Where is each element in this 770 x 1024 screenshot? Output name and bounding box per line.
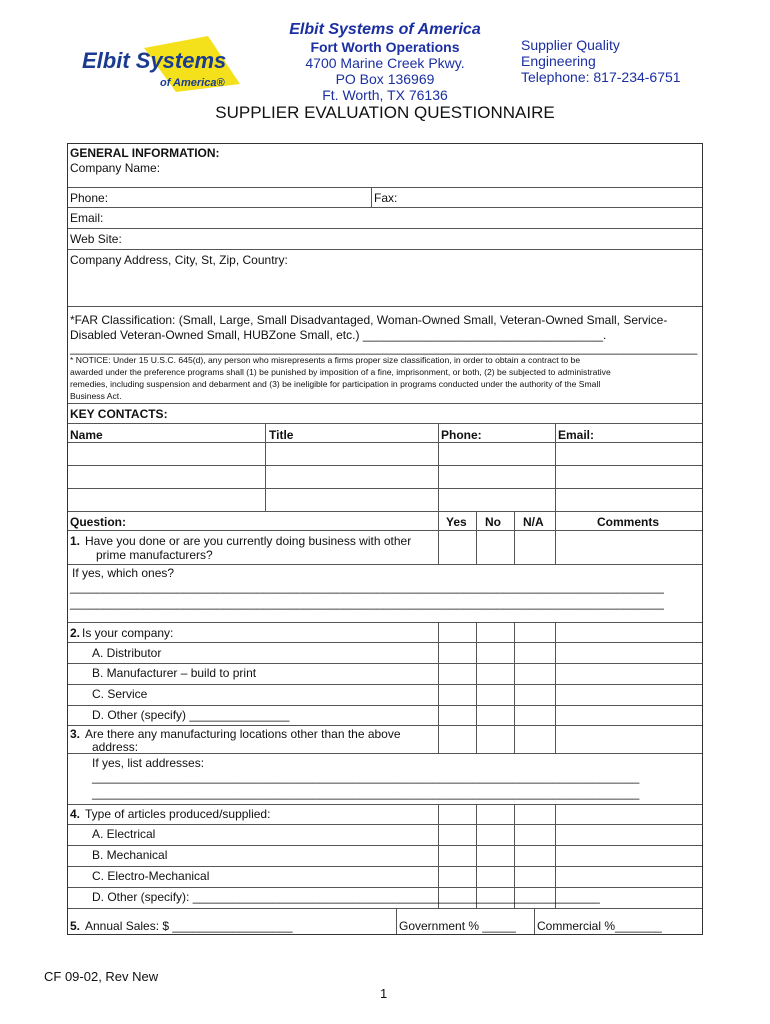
q5-government-percent[interactable]: Government % _____ (399, 919, 516, 933)
q3-answer-line-2[interactable]: __________________________________________________________________________________ (92, 786, 640, 800)
divider (68, 725, 702, 726)
divider (438, 622, 439, 728)
divider (555, 423, 556, 511)
divider (555, 511, 556, 564)
dept-line-1: Supplier Quality (521, 37, 620, 53)
divider (68, 228, 702, 229)
q5-commercial-percent[interactable]: Commercial %_______ (537, 919, 662, 933)
divider (68, 530, 702, 531)
logo-graphic (80, 34, 240, 92)
divider (396, 908, 397, 934)
divider (68, 564, 702, 565)
q2-option-a: A. Distributor (92, 646, 162, 660)
q5-annual-sales[interactable]: Annual Sales: $ __________________ (85, 919, 293, 933)
divider (476, 725, 477, 753)
questions-col-question: Question: (70, 515, 126, 529)
q1-text-line-2: prime manufacturers? (96, 548, 213, 562)
divider (68, 753, 702, 754)
divider (476, 511, 477, 564)
divider (68, 824, 702, 825)
company-name: Elbit Systems of America (289, 21, 481, 38)
divider (68, 684, 702, 685)
divider (514, 511, 515, 564)
divider (68, 663, 702, 664)
logo-sub-text: of America® (160, 77, 225, 89)
q2-option-d[interactable]: D. Other (specify) _______________ (92, 708, 290, 722)
divider (68, 249, 702, 250)
q2-number: 2. (70, 626, 81, 640)
q3-if-yes: If yes, list addresses: (92, 756, 205, 770)
q1-answer-line-2[interactable]: _________________________________________________________________________________________ (70, 596, 664, 610)
q4-text: Type of articles produced/supplied: (85, 807, 271, 821)
divider (555, 622, 556, 728)
divider (371, 187, 372, 207)
q4-option-c: C. Electro-Mechanical (92, 869, 210, 883)
notice-line-2: awarded under the preference programs shall (1) be punished by imposition of a fine, imprisonment, or both, (2) be subjected to administrative (70, 367, 611, 377)
document-title: SUPPLIER EVALUATION QUESTIONNAIRE (215, 103, 555, 122)
divider (438, 725, 439, 753)
dept-line-2: Engineering (521, 53, 596, 69)
q1-answer-line-1[interactable]: _________________________________________________________________________________________ (70, 580, 664, 594)
email-field[interactable]: Email: (70, 211, 104, 225)
divider (68, 908, 702, 909)
company-name-field[interactable]: Company Name: (70, 161, 161, 175)
divider (68, 488, 702, 489)
questions-col-comments: Comments (597, 515, 660, 529)
divider (68, 845, 702, 846)
contact-phone-cell[interactable] (439, 443, 555, 465)
contact-email-cell[interactable] (556, 443, 702, 465)
divider (68, 622, 702, 623)
divider (68, 511, 702, 512)
divider (68, 804, 702, 805)
phone-field[interactable]: Phone: (70, 191, 109, 205)
elbit-logo (80, 34, 240, 92)
q3-text-line-1: Are there any manufacturing locations other than the above (85, 727, 401, 741)
far-classification-line-2[interactable]: Disabled Veteran-Owned Small, HUBZone Small, etc.) ____________________________________. (70, 328, 607, 342)
q4-option-b: B. Mechanical (92, 848, 168, 862)
key-contacts-heading: KEY CONTACTS: (70, 407, 168, 421)
divider (68, 306, 702, 307)
questions-col-yes: Yes (446, 515, 467, 529)
q2-option-c: C. Service (92, 687, 148, 701)
far-classification-line-1: *FAR Classification: (Small, Large, Small Disadvantaged, Woman-Owned Small, Veteran-Owned Small, Service- (70, 313, 668, 327)
divider (265, 423, 266, 511)
form-id: CF 09-02, Rev New (44, 969, 159, 984)
address-line-3: Ft. Worth, TX 76136 (322, 87, 448, 103)
divider (68, 705, 702, 706)
contacts-col-title: Title (269, 428, 294, 442)
divider (514, 622, 515, 728)
q5-number: 5. (70, 919, 81, 933)
divider (68, 207, 702, 208)
divider (68, 423, 702, 424)
questions-col-na: N/A (523, 515, 544, 529)
contact-name-cell[interactable] (68, 443, 265, 465)
divider (555, 725, 556, 753)
notice-line-1: * NOTICE: Under 15 U.S.C. 645(d), any person who misrepresents a firms proper size classification, in order to obtain a contract to be (70, 355, 581, 365)
q2-option-b: B. Manufacturer – build to print (92, 666, 257, 680)
divider (68, 403, 702, 404)
divider (68, 187, 702, 188)
divider (68, 887, 702, 888)
notice-line-4: Business Act. (70, 391, 122, 401)
divider (68, 465, 702, 466)
website-field[interactable]: Web Site: (70, 232, 122, 246)
q1-if-yes: If yes, which ones? (72, 566, 175, 580)
q3-answer-line-1[interactable]: __________________________________________________________________________________ (92, 770, 640, 784)
q1-text-line-1: Have you done or are you currently doing business with other (85, 534, 412, 548)
divider (476, 622, 477, 728)
q3-number: 3. (70, 727, 81, 741)
general-info-heading: GENERAL INFORMATION: (70, 146, 220, 160)
q4-option-a: A. Electrical (92, 827, 156, 841)
logo-main-text: Elbit Systems (82, 48, 227, 73)
notice-line-3: remedies, including suspension and debarment and (3) be ineligible for participation in programs conducted under the authority of the Small (70, 379, 601, 389)
dept-phone: Telephone: 817-234-6751 (521, 69, 681, 85)
contact-title-cell[interactable] (266, 443, 438, 465)
q3-text-line-2: address: (92, 740, 139, 754)
address-line-1: 4700 Marine Creek Pkwy. (305, 55, 465, 71)
q4-number: 4. (70, 807, 81, 821)
q4-option-d[interactable]: D. Other (specify): _____________________________________________________________ (92, 890, 600, 904)
contacts-col-email: Email: (558, 428, 595, 442)
company-address-field[interactable]: Company Address, City, St, Zip, Country: (70, 253, 288, 267)
far-rule: ______________________________________________________________________________________________ (70, 341, 698, 355)
questionnaire-form (67, 143, 703, 935)
divider (438, 423, 439, 511)
address-line-2: PO Box 136969 (335, 71, 435, 87)
page-number: 1 (380, 986, 388, 1001)
q1-number: 1. (70, 534, 81, 548)
contacts-col-phone: Phone: (441, 428, 482, 442)
divider (514, 725, 515, 753)
divider (68, 866, 702, 867)
divider (438, 511, 439, 564)
contacts-col-name: Name (70, 428, 103, 442)
q2-text: Is your company: (82, 626, 174, 640)
divider (68, 642, 702, 643)
fax-field[interactable]: Fax: (374, 191, 398, 205)
operations-name: Fort Worth Operations (310, 39, 460, 55)
divider (534, 908, 535, 934)
questions-col-no: No (485, 515, 501, 529)
